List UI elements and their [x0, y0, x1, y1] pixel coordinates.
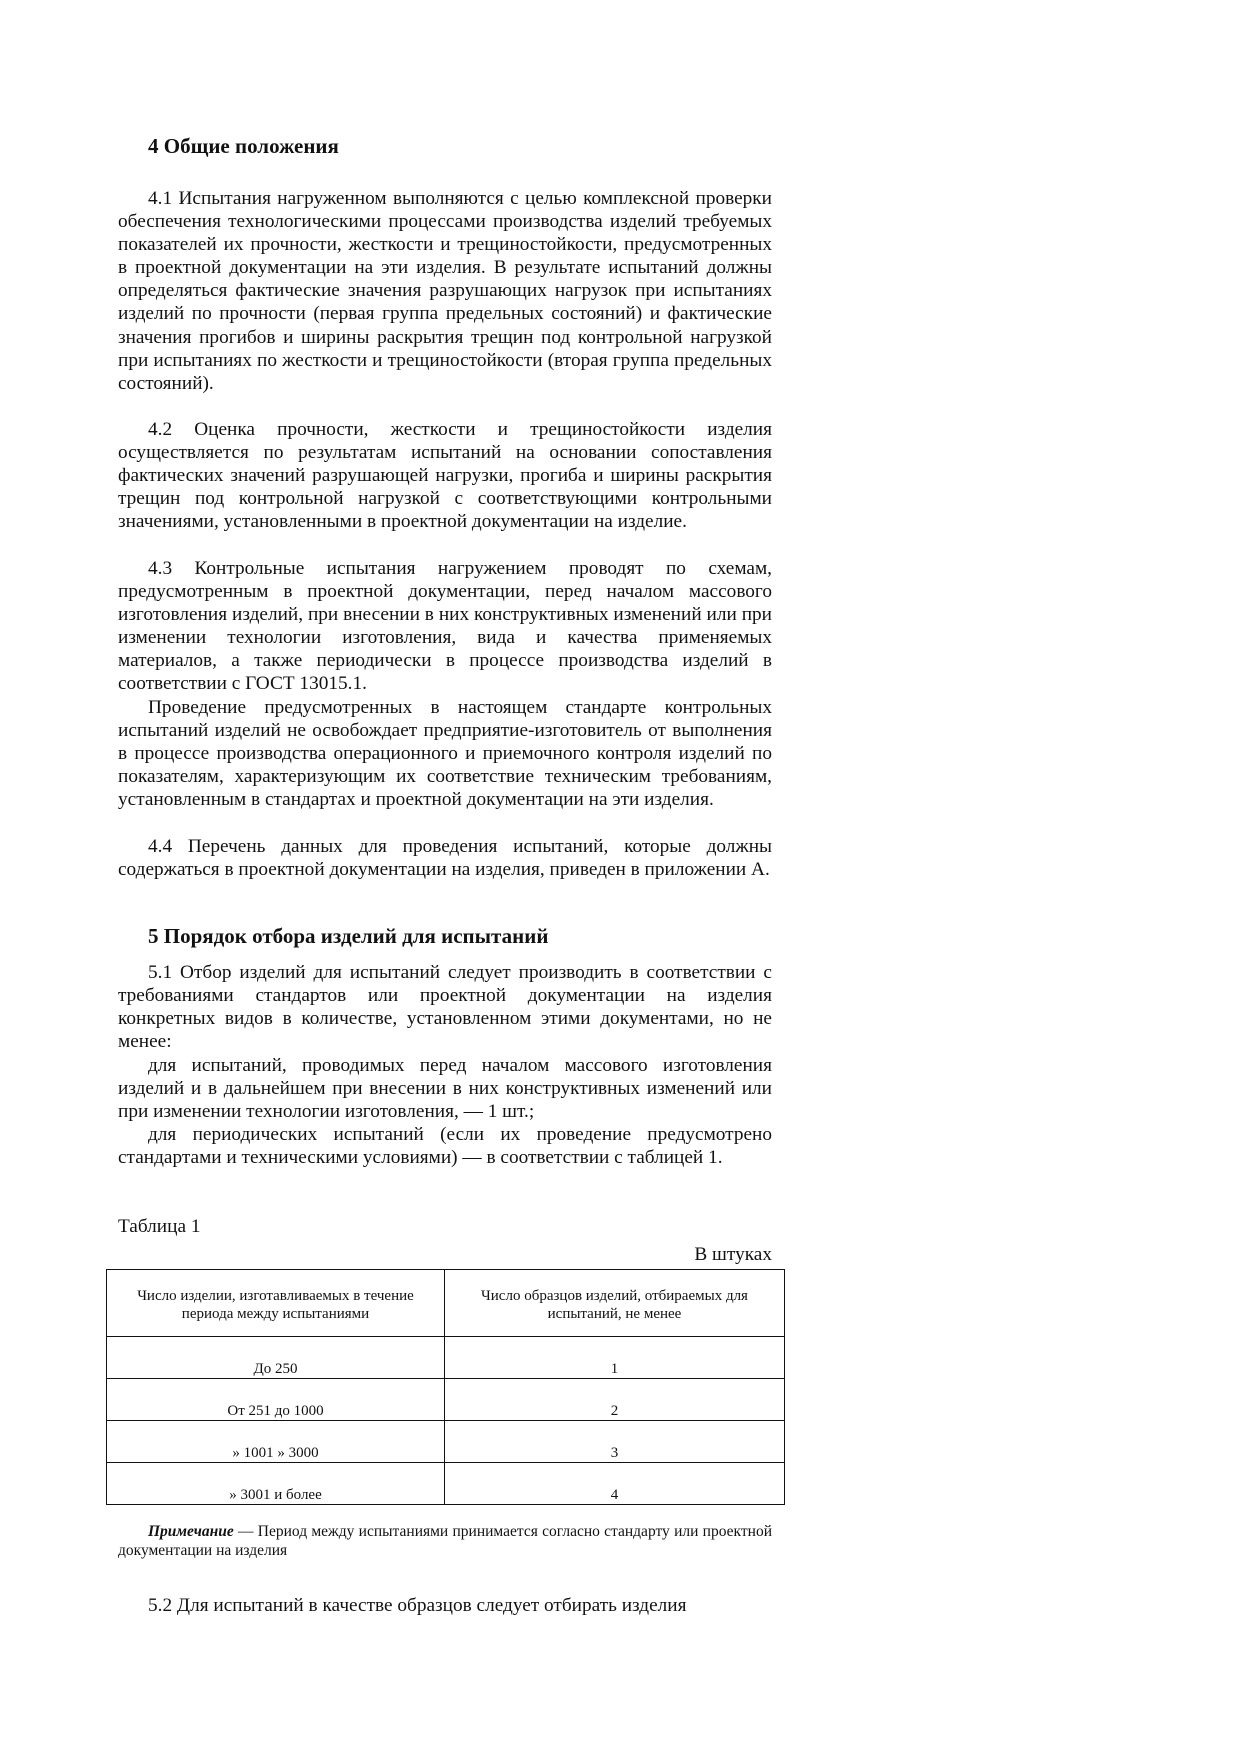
- paragraph-5-1-item-1: для испытаний, проводимых перед началом массового изготовления изделий и в дальнейшем при внесении в них конструктивных изменений или при изменении технологии изготовления, — 1 шт.;: [118, 1055, 772, 1123]
- table-cell: 1: [445, 1337, 785, 1379]
- table-row: [107, 1379, 785, 1421]
- paragraph-5-1: 5.1 Отбор изделий для испытаний следует производить в соответствии с требованиями стандартов или проектной документации на изделия конкретных видов в количестве, установленном этими документами, но не менее:: [118, 962, 772, 1053]
- note-label: Примечание: [148, 1523, 234, 1540]
- table-cell: 3: [445, 1421, 785, 1463]
- table-note: [118, 1522, 772, 1560]
- section-4-heading: 4 Общие положения: [148, 134, 339, 158]
- paragraph-5-2: 5.2 Для испытаний в качестве образцов следует отбирать изделия: [148, 1595, 687, 1616]
- table-cell: До 250: [107, 1337, 445, 1379]
- sampling-table: [106, 1269, 785, 1505]
- table-cell: 2: [445, 1379, 785, 1421]
- section-5-heading: 5 Порядок отбора изделий для испытаний: [148, 924, 549, 948]
- paragraph-5-1-item-2: для периодических испытаний (если их проведение предусмотрено стандартами и техническими условиями) — в соответствии с таблицей 1.: [118, 1124, 772, 1169]
- table-header-row: [107, 1270, 785, 1337]
- table-row: [107, 1463, 785, 1505]
- table-cell: » 3001 и более: [107, 1463, 445, 1505]
- paragraph-4-3: 4.3 Контрольные испытания нагружением проводят по схемам, предусмотренным в проектной документации, перед началом массового изготовления изделий, при внесении в них конструктивных изменений или при изменении технологии изготовления, вида и качества применяемых материалов, а также периодически в процессе производства изделий в соответствии с ГОСТ 13015.1.: [118, 558, 772, 695]
- paragraph-4-2: 4.2 Оценка прочности, жесткости и трещиностойкости изделия осуществляется по результатам испытаний на основании сопоставления фактических значений разрушающей нагрузки, прогиба и ширины раскрытия трещин под контрольной нагрузкой с соответствующими контрольными значениями, установленными в проектной документации на изделие.: [118, 419, 772, 533]
- paragraph-4-3-continued: Проведение предусмотренных в настоящем стандарте контрольных испытаний изделий не освобождает предприятие-изготовитель от выполнения в процессе производства операционного и приемочного контроля изделий по показателям, характеризующим их соответствие техническим требованиям, установленным в стандартах и проектной документации на эти изделия.: [118, 697, 772, 811]
- table-row: [107, 1421, 785, 1463]
- note-text: — Период между испытаниями принимается согласно стандарту или проектной документации на изделия: [118, 1523, 772, 1559]
- table-units: В штуках: [694, 1244, 772, 1265]
- table-row: [107, 1337, 785, 1379]
- table-caption: Таблица 1: [118, 1216, 201, 1237]
- table-cell: » 1001 » 3000: [107, 1421, 445, 1463]
- table-cell: 4: [445, 1463, 785, 1505]
- table-header-cell: Число образцов изделий, отбираемых для испытаний, не менее: [445, 1270, 785, 1337]
- table-cell: От 251 до 1000: [107, 1379, 445, 1421]
- paragraph-4-4: 4.4 Перечень данных для проведения испытаний, которые должны содержаться в проектной документации на изделия, приведен в приложении А.: [118, 836, 772, 881]
- paragraph-4-1: 4.1 Испытания нагруженном выполняются с целью комплексной проверки обеспечения технологическими процессами производства изделий требуемых показателей их прочности, жесткости и трещиностойкости, предусмотренных в проектной документации на эти изделия. В результате испытаний должны определяться фактические значения разрушающих нагрузок при испытаниях изделий по прочности (первая группа предельных состояний) и фактические значения прогибов и ширины раскрытия трещин под контрольной нагрузкой при испытаниях по жесткости и трещиностойкости (вторая группа предельных состояний).: [118, 188, 772, 394]
- table-header-cell: Число изделии, изготавливаемых в течение периода между испытаниями: [107, 1270, 445, 1337]
